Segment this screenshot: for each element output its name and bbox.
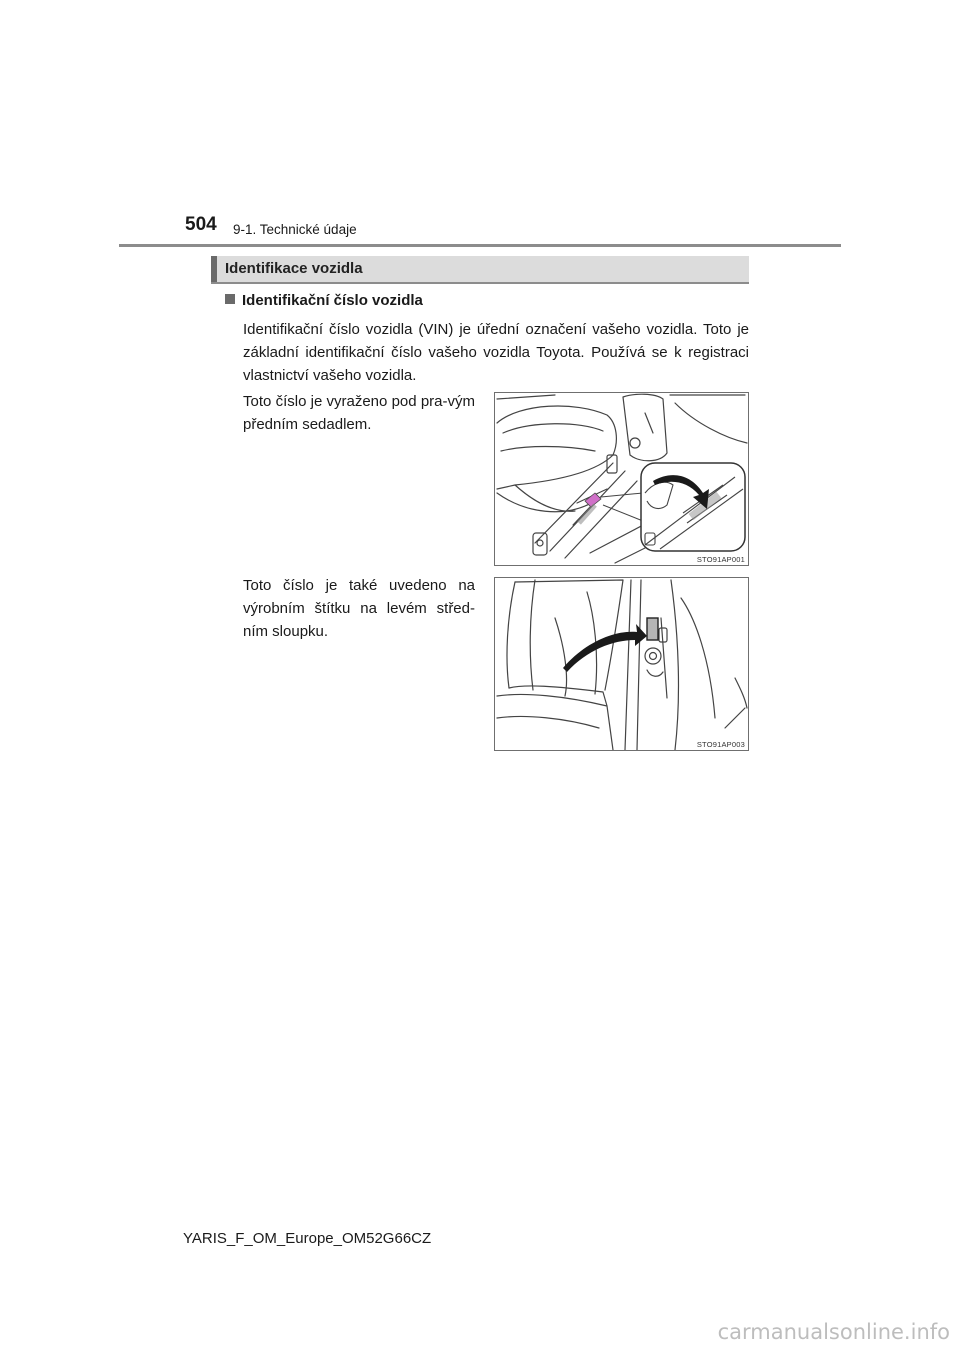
pillar-illustration-drawing — [495, 578, 749, 751]
figure-code: STO91AP003 — [696, 740, 745, 749]
pillar-note-paragraph: Toto číslo je také uvedeno na výrobním štítku na levém střed-ním sloupku. — [243, 577, 475, 640]
square-bullet-icon — [225, 294, 235, 304]
seat-illustration-drawing — [495, 393, 749, 566]
pointer-arrow-icon — [563, 624, 647, 672]
subsection-heading — [225, 292, 423, 309]
vin-plate-marker — [647, 618, 658, 640]
section-title: Identifikace vozidla — [225, 260, 363, 277]
seat-illustration — [494, 392, 749, 566]
page-number: 504 — [185, 214, 217, 235]
intro-paragraph: Identifikační číslo vozidla (VIN) je úřední označení vašeho vozidla. Toto je základní identifikační číslo vašeho vozidla Toyota. Používá se k registraci vlastnictví vašeho vozidla. — [243, 321, 749, 384]
pillar-illustration — [494, 577, 749, 751]
watermark: carmanualsonline.info — [717, 1320, 950, 1344]
section-accent — [211, 256, 217, 282]
section-header — [211, 256, 749, 284]
footer-doc-id: YARIS_F_OM_Europe_OM52G66CZ — [183, 1230, 432, 1247]
subsection-title: Identifikační číslo vozidla — [242, 292, 423, 309]
chapter-title: 9-1. Technické údaje — [233, 222, 357, 237]
figure-code: STO91AP001 — [696, 555, 745, 564]
header-rule — [119, 244, 841, 247]
seat-note-paragraph: Toto číslo je vyraženo pod pra-vým předním sedadlem. — [243, 393, 475, 433]
